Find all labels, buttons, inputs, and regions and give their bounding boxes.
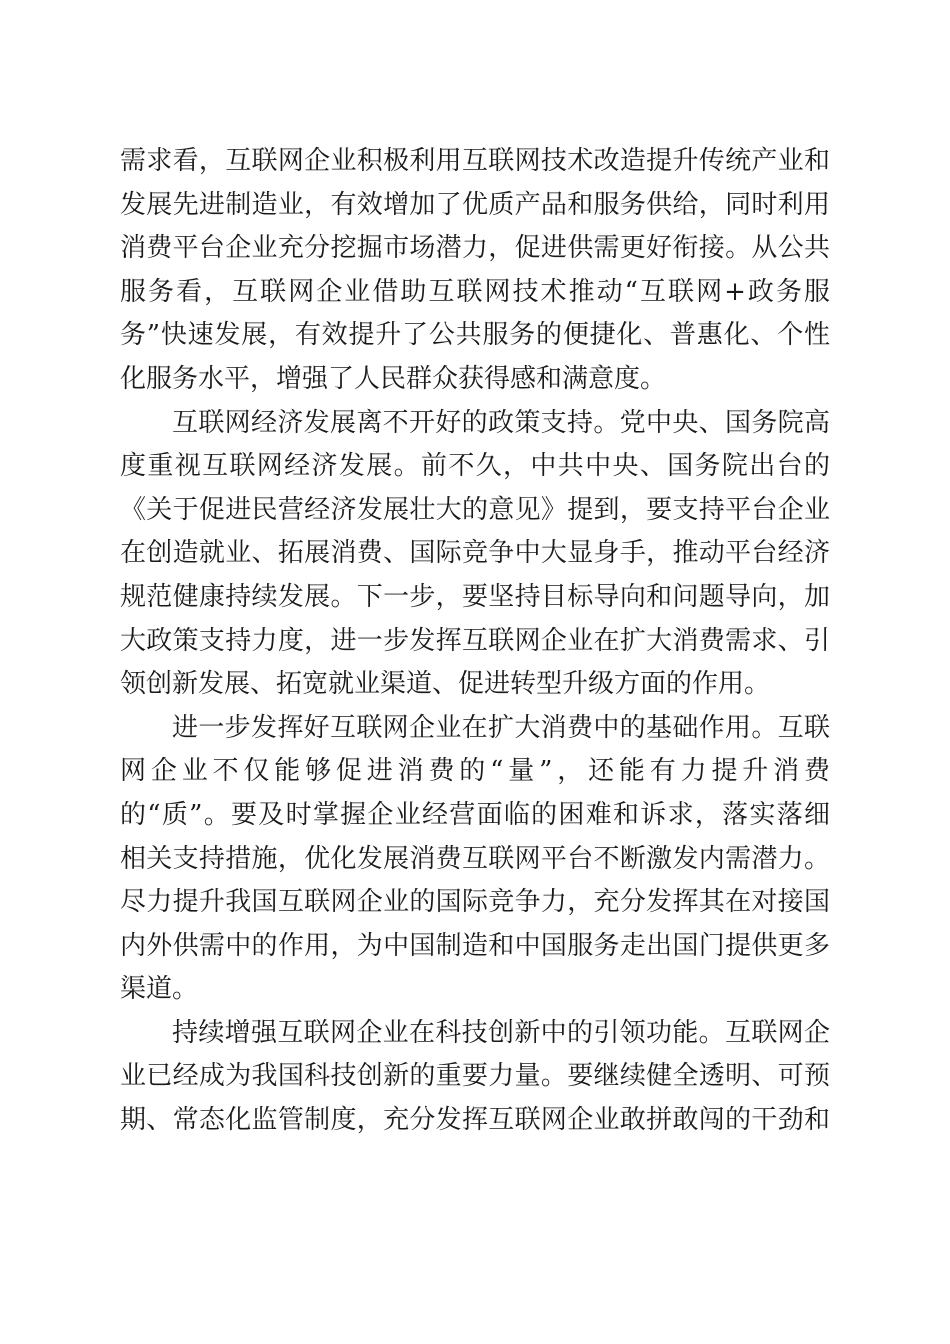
text-line: 服务看，互联网企业借助互联网技术推动“互联网+政务服	[120, 276, 830, 307]
paragraph-1	[120, 140, 830, 402]
paragraph-3	[120, 707, 830, 1012]
text-line: 化服务水平，增强了人民群众获得感和满意度。	[120, 363, 667, 394]
text-line: 互联网经济发展离不开好的政策支持。党中央、国务院高	[172, 407, 830, 438]
text-line: 消费平台企业充分挖掘市场潜力，促进供需更好衔接。从公共	[120, 233, 830, 264]
text-line: 渠道。	[120, 974, 199, 1005]
text-line: 在创造就业、拓展消费、国际竞争中大显身手，推动平台经济	[120, 538, 830, 569]
text-line: 规范健康持续发展。下一步，要坚持目标导向和问题导向，加	[120, 581, 830, 612]
text-line: 领创新发展、拓宽就业渠道、促进转型升级方面的作用。	[120, 669, 771, 700]
text-line: 业已经成为我国科技创新的重要力量。要继续健全透明、可预	[120, 1061, 830, 1092]
text-line: 相关支持措施，优化发展消费互联网平台不断激发内需潜力。	[120, 843, 830, 874]
text-line: 尽力提升我国互联网企业的国际竞争力，充分发挥其在对接国	[120, 887, 830, 918]
text-line: 需求看，互联网企业积极利用互联网技术改造提升传统产业和	[120, 146, 830, 176]
text-line: 内外供需中的作用，为中国制造和中国服务走出国门提供更多	[120, 930, 830, 961]
text-line: 期、常态化监管制度，充分发挥互联网企业敢拼敢闯的干劲和	[120, 1105, 830, 1136]
text-line: 进一步发挥好互联网企业在扩大消费中的基础作用。互联	[172, 712, 830, 743]
text-line: 务”快速发展，有效提升了公共服务的便捷化、普惠化、个性	[120, 320, 830, 351]
text-line: 网企业不仅能够促进消费的“量”，还能有力提升消费	[120, 756, 830, 787]
text-line: 《关于促进民营经济发展壮大的意见》提到，要支持平台企业	[120, 494, 830, 525]
text-line: 的“质”。要及时掌握企业经营面临的困难和诉求，落实落细	[120, 799, 830, 830]
text-line: 度重视互联网经济发展。前不久，中共中央、国务院出台的	[120, 451, 830, 482]
document-body	[120, 140, 830, 1143]
text-line: 大政策支持力度，进一步发挥互联网企业在扩大消费需求、引	[120, 625, 830, 656]
text-line: 持续增强互联网企业在科技创新中的引领功能。互联网企	[172, 1017, 830, 1048]
paragraph-4	[120, 1012, 830, 1143]
paragraph-2	[120, 402, 830, 707]
text-line: 发展先进制造业，有效增加了优质产品和服务供给，同时利用	[120, 189, 830, 220]
